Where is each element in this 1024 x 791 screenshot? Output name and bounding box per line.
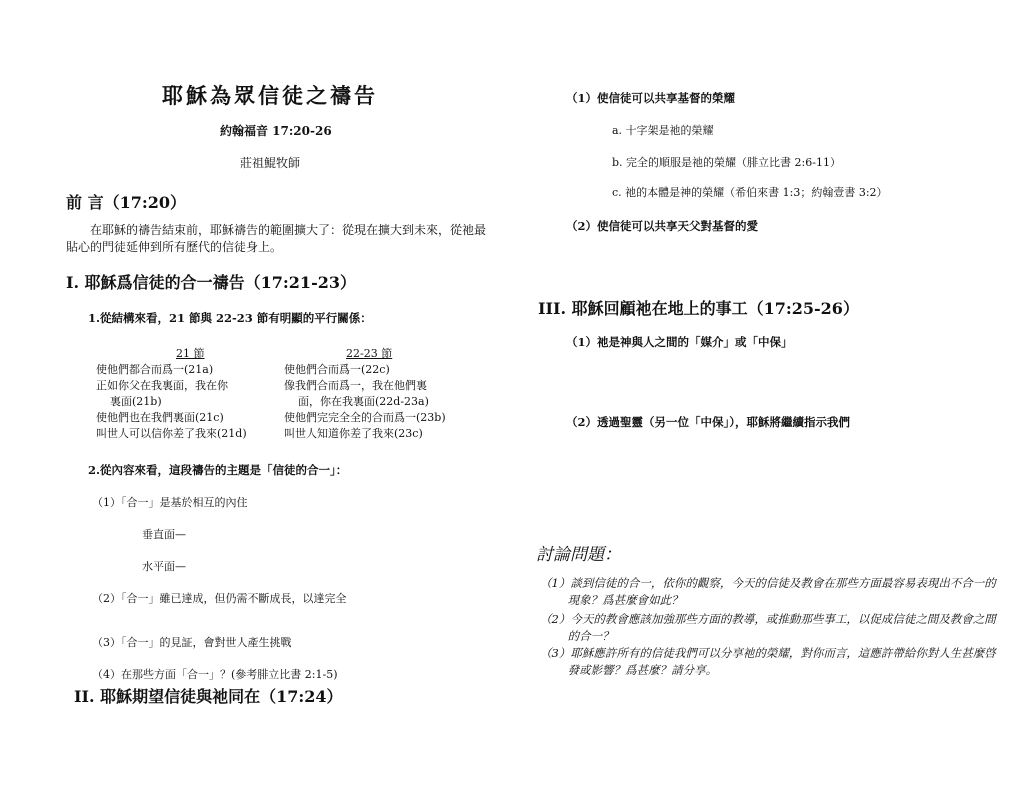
col-a-line: 裏面(21b): [110, 395, 162, 408]
author-name: 莊祖鯤牧師: [240, 156, 301, 170]
col-a-line: 使他們都合而爲一(21a): [96, 363, 214, 376]
col-b-line: 叫世人知道你差了我來(23c): [284, 427, 423, 440]
sub-point-3: （3）「合一」的見証，會對世人產生挑戰: [92, 636, 292, 649]
glory-item-1c: c. 祂的本體是神的榮耀（希伯來書 1:3；約翰壹書 3:2）: [612, 186, 888, 199]
col-a-line: 使他們也在我們裏面(21c): [96, 411, 224, 424]
col-b-line: 面，你在我裏面(22d-23a): [298, 395, 429, 408]
col-b-line: 使他們完完全全的合而爲一(23b): [284, 411, 446, 424]
horizontal-dimension: 水平面—: [142, 560, 186, 573]
glory-item-1: （1）使信徒可以共享基督的榮耀: [566, 91, 735, 105]
column-a-heading: 21 節: [176, 347, 205, 360]
section-3-heading: III. 耶穌回顧祂在地上的事工（17:25-26）: [538, 299, 859, 318]
col-a-line: 正如你父在我裏面，我在你: [96, 379, 228, 392]
col-a-line: 叫世人可以信你差了我來(21d): [96, 427, 247, 440]
col-b-line: 使他們合而爲一(22c): [284, 363, 390, 376]
page-title: 耶穌為眾信徒之禱告: [162, 83, 378, 108]
glory-item-1a: a. 十字架是祂的榮耀: [612, 124, 714, 137]
section-1-heading: I. 耶穌爲信徒的合一禱告（17:21-23）: [66, 273, 356, 292]
vertical-dimension: 垂直面—: [142, 528, 186, 541]
intro-heading: 前 言（17:20）: [66, 193, 187, 212]
sub-point-2: （2）「合一」雖已達成，但仍需不斷成長，以達完全: [92, 592, 347, 605]
scripture-reference: 約翰福音 17:20-26: [220, 124, 332, 138]
discussion-question: （3）耶穌應許所有的信徒我們可以分享祂的榮耀，對你而言，這應許帶給你對人生甚麼啓發或影響？爲甚麼？請分享。: [540, 646, 996, 677]
section-2-heading: II. 耶穌期望信徒與祂同在（17:24）: [74, 687, 343, 706]
column-b-heading: 22-23 節: [346, 347, 393, 360]
col-b-line: 像我們合而爲一，我在他們裏: [284, 379, 427, 392]
point-1: 1.從結構來看，21 節與 22-23 節有明顯的平行關係：: [88, 311, 372, 325]
point-2: 2.從內容來看，這段禱告的主題是「信徒的合一」：: [88, 463, 348, 477]
sub-point-1: （1）「合一」是基於相互的內住: [92, 496, 248, 509]
discussion-question: （1）談到信徒的合一，依你的觀察，今天的信徒及教會在那些方面最容易表現出不合一的現象？爲甚麼會如此？: [540, 576, 996, 607]
ministry-item-1: （1）祂是神與人之間的「媒介」或「中保」: [566, 335, 793, 349]
glory-item-2: （2）使信徒可以共享天父對基督的愛: [566, 219, 758, 233]
intro-paragraph: 在耶穌的禱告結束前，耶穌禱告的範圍擴大了：從現在擴大到未來，從祂最貼心的門徒延伸到所有歷代的信徒身上。: [66, 223, 487, 254]
discussion-question: （2）今天的教會應該加強那些方面的教導，或推動那些事工，以促成信徒之間及教會之間的合一？: [540, 612, 996, 643]
discussion-heading: 討論問題：: [536, 545, 621, 565]
glory-item-1b: b. 完全的順服是祂的榮耀（腓立比書 2:6-11）: [612, 156, 841, 169]
ministry-item-2: （2）透過聖靈（另一位「中保」），耶穌將繼續指示我們: [566, 415, 850, 429]
sub-point-4: （4）在那些方面「合一」？(參考腓立比書 2:1-5): [92, 668, 338, 681]
